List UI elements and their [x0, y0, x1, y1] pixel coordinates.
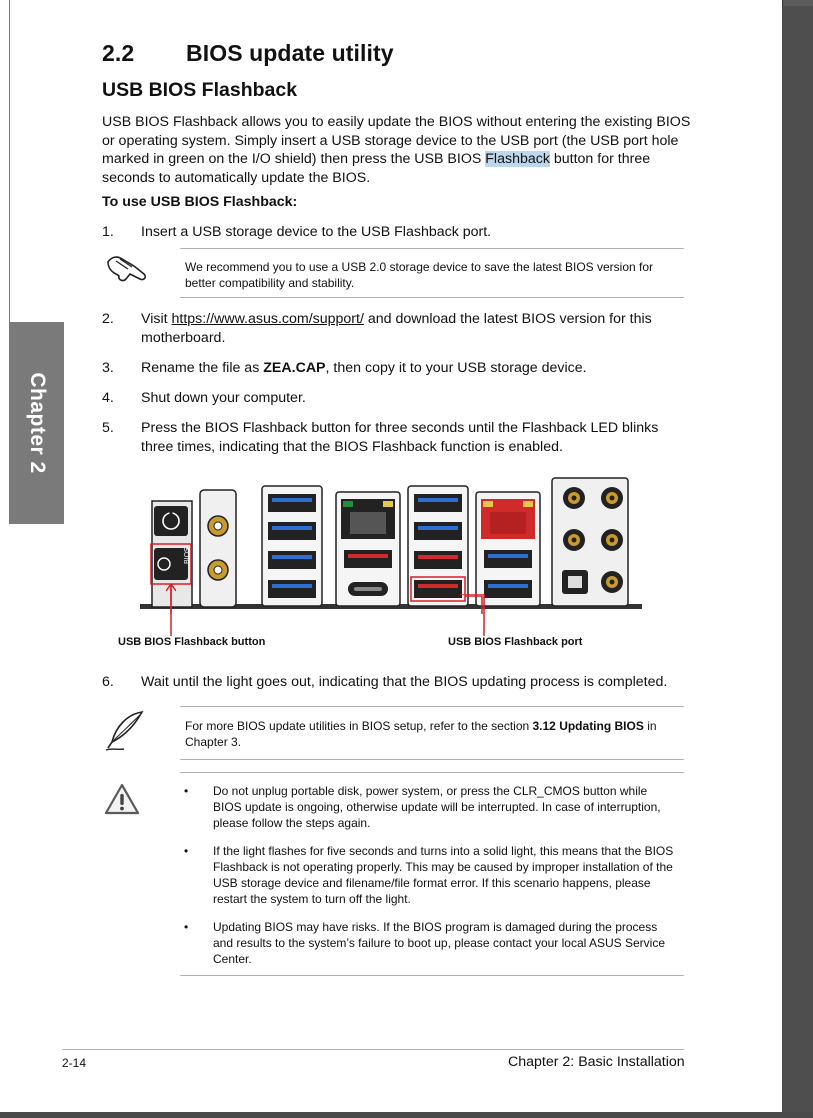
warning-text: Updating BIOS may have risks. If the BIOS program is damaged during the process and results to the system’s failure to boot up, please contact your local ASUS Service Center.	[213, 920, 666, 966]
caption-flashback-port: USB BIOS Flashback port	[448, 636, 583, 648]
section-number: 2.2	[102, 40, 135, 66]
step-text	[141, 310, 686, 348]
step-number: 2.	[102, 311, 114, 327]
footer-page-number: 2-14	[62, 1056, 87, 1070]
note-box-usb2	[180, 248, 684, 298]
step-number: 5.	[102, 420, 114, 436]
viewer-background-bottom	[0, 1112, 813, 1118]
howto-heading: To use USB BIOS Flashback:	[102, 194, 298, 210]
lan-usbc-stack	[336, 492, 400, 606]
viewer-background-right	[782, 6, 813, 1118]
io-panel-figure	[140, 474, 644, 619]
section-title: BIOS update utility	[186, 40, 394, 66]
step-text: Shut down your computer.	[141, 390, 306, 406]
file-name: ZEA.CAP	[263, 360, 326, 376]
note-text-pre: For more BIOS update utilities in BIOS setup, refer to the section	[185, 719, 533, 733]
caption-flashback-button: USB BIOS Flashback button	[118, 636, 266, 648]
footer-divider	[62, 1049, 684, 1050]
step-text	[141, 359, 686, 378]
step-number: 1.	[102, 224, 114, 240]
step-text: Insert a USB storage device to the USB Flashback port.	[141, 224, 492, 240]
step-text-pre: Rename the file as	[141, 360, 264, 376]
intro-text-2: button for three seconds to automatically update the BIOS.	[102, 151, 651, 186]
step-number: 6.	[102, 674, 114, 690]
page-left-edge	[9, 0, 10, 322]
asus-support-link[interactable]: https://www.asus.com/support/	[171, 311, 364, 327]
warning-text: Do not unplug portable disk, power system, or press the CLR_CMOS button while BIOS update is ongoing, otherwise update will be interrupted. In case of interruption, please follow the steps again.	[213, 784, 661, 830]
step-text: Press the BIOS Flashback button for three seconds until the Flashback LED blinks three times, indicating that the BIOS Flashback function is enabled.	[141, 420, 659, 455]
bullet: •	[184, 844, 189, 858]
footer-chapter-title: Chapter 2: Basic Installation	[508, 1054, 685, 1070]
note-text	[180, 707, 684, 750]
hand-note-icon	[104, 252, 150, 291]
step-number: 3.	[102, 360, 114, 376]
note-text-post: in Chapter 3.	[185, 719, 657, 749]
intro-paragraph	[102, 113, 694, 187]
subsection-heading: USB BIOS Flashback	[102, 79, 298, 101]
warning-triangle-icon	[103, 782, 141, 823]
note-section-ref: 3.12 Updating BIOS	[532, 719, 644, 733]
chapter-tab-label: Chapter 2	[25, 372, 49, 474]
step-text-pre: Visit	[141, 311, 172, 327]
bullet: •	[184, 784, 189, 798]
chapter-side-tab	[9, 322, 64, 524]
step-text-post: , then copy it to your USB storage device.	[325, 360, 587, 376]
lan-red-stack	[476, 492, 540, 606]
intro-text-1: USB BIOS Flashback allows you to easily update the BIOS without entering the existing BIOS or operating system. Simply insert a USB storage device to the USB port (the USB port hole marked in green on the I/O shield) then press the USB BIOS	[102, 114, 691, 167]
warning-text: If the light flashes for five seconds and turns into a solid light, this means that the BIOS Flashback is not operating properly. This may be caused by improper installation of the USB storage device and filename/file format error. If this scenario happens, please restart the system to turn off the light.	[213, 844, 674, 906]
bullet: •	[184, 920, 189, 934]
section-heading	[102, 40, 394, 67]
step-number: 4.	[102, 390, 114, 406]
selected-text-highlight: Flashback	[485, 151, 550, 167]
wifi-antenna-module	[200, 490, 236, 607]
feather-pen-icon	[102, 708, 148, 759]
usb-stack-2	[408, 486, 468, 606]
note-box-updating-bios	[180, 706, 684, 760]
step-text: Wait until the light goes out, indicating that the BIOS updating process is completed.	[141, 674, 668, 690]
note-text: We recommend you to use a USB 2.0 storage device to save the latest BIOS version for better compatibility and stability.	[185, 260, 654, 290]
audio-module	[552, 478, 628, 606]
step-text-post: and download the latest BIOS version for this motherboard.	[141, 311, 652, 346]
svg-text:BIOS: BIOS	[184, 547, 191, 564]
usb-stack-1	[262, 486, 322, 606]
callout-line-button	[166, 584, 176, 641]
callout-line-port	[460, 594, 490, 641]
